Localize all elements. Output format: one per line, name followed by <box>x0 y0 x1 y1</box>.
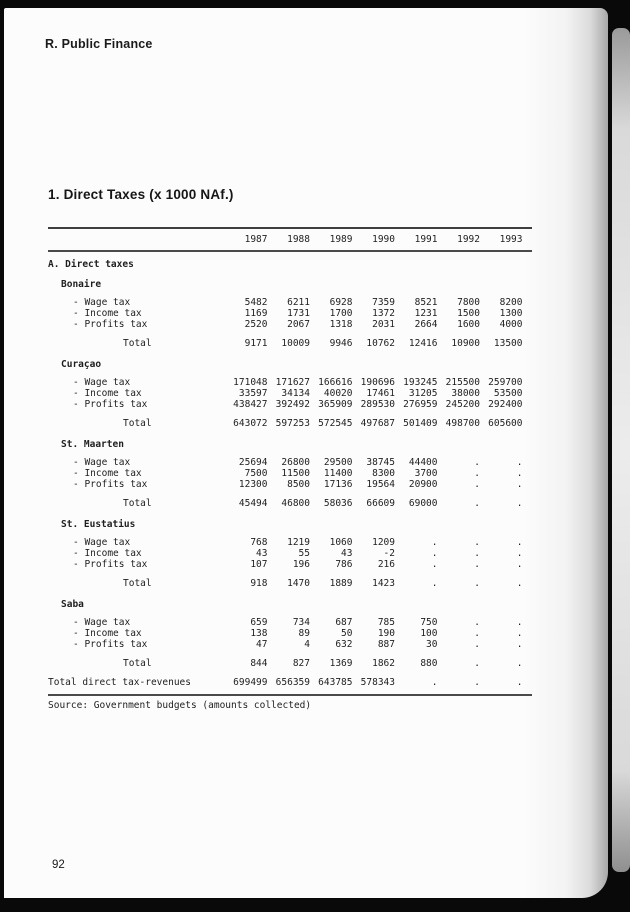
group-rows <box>48 537 532 570</box>
value-cell: 89 <box>298 628 310 639</box>
value-cell: 2067 <box>287 319 310 330</box>
year-header-row <box>48 234 532 245</box>
year-header-cell: 1990 <box>372 234 395 245</box>
value-cell: 1169 <box>244 308 268 319</box>
value-cell: 33597 <box>238 388 268 399</box>
value-cell: 4000 <box>499 319 523 330</box>
value-cell: . <box>516 578 523 589</box>
row-label: - Income tax <box>73 308 142 319</box>
value-cell: 43 <box>341 548 353 559</box>
group-rows <box>48 457 532 490</box>
value-cell: . <box>516 628 523 639</box>
table-row <box>48 297 532 308</box>
year-header-cell: 1993 <box>499 234 523 245</box>
row-label: - Profits tax <box>73 639 148 650</box>
table-row <box>48 639 532 650</box>
value-cell: 17136 <box>323 479 353 490</box>
table-row <box>48 399 532 410</box>
value-cell: 501409 <box>403 418 438 429</box>
table-row <box>48 628 532 639</box>
value-cell: 1300 <box>499 308 523 319</box>
group-name: St. Eustatius <box>61 519 136 530</box>
value-cell: 216 <box>377 559 395 570</box>
group-rows <box>48 377 532 410</box>
value-cell: 1862 <box>372 658 395 669</box>
value-cell: 107 <box>250 559 268 570</box>
value-cell: . <box>474 468 480 479</box>
group-name: Saba <box>61 599 84 610</box>
value-cell: 9171 <box>244 338 268 349</box>
value-cell: 887 <box>377 639 395 650</box>
value-cell: 171627 <box>275 377 310 388</box>
year-header-cell: 1991 <box>414 234 438 245</box>
value-cell: 1731 <box>287 308 310 319</box>
row-label: - Income tax <box>73 388 142 399</box>
value-cell: 572545 <box>318 418 353 429</box>
value-cell: 365909 <box>318 399 353 410</box>
year-header-cell: 1987 <box>244 234 268 245</box>
total-label: Total <box>123 498 152 509</box>
value-cell: 844 <box>250 658 268 669</box>
value-cell: 19564 <box>366 479 395 490</box>
value-cell: 193245 <box>403 377 438 388</box>
value-cell: 20900 <box>408 479 438 490</box>
value-cell: 171048 <box>233 377 268 388</box>
value-cell: 190696 <box>360 377 395 388</box>
value-cell: 1369 <box>329 658 353 669</box>
value-cell: 4 <box>304 639 310 650</box>
value-cell: 30 <box>426 639 438 650</box>
value-cell: . <box>474 457 480 468</box>
table-row <box>48 479 532 490</box>
row-label: - Income tax <box>73 548 142 559</box>
value-cell: 53500 <box>493 388 523 399</box>
value-cell: 2664 <box>414 319 438 330</box>
value-cell: 5482 <box>244 297 268 308</box>
value-cell: 1060 <box>329 537 353 548</box>
table-row <box>48 537 532 548</box>
value-cell: 1209 <box>372 537 395 548</box>
value-cell: 12300 <box>238 479 268 490</box>
value-cell: 1219 <box>287 537 310 548</box>
row-label: - Profits tax <box>73 319 148 330</box>
value-cell: 276959 <box>403 399 438 410</box>
value-cell: 25694 <box>238 457 268 468</box>
value-cell: . <box>431 537 438 548</box>
chapter-header: R. Public Finance <box>45 37 153 51</box>
value-cell: 10009 <box>281 338 310 349</box>
value-cell: 259700 <box>488 377 523 388</box>
table-row <box>48 617 532 628</box>
value-cell: 6211 <box>287 297 310 308</box>
row-label: - Wage tax <box>73 297 131 308</box>
value-cell: 918 <box>250 578 268 589</box>
value-cell: 750 <box>420 617 438 628</box>
value-cell: . <box>474 548 480 559</box>
value-cell: -2 <box>383 548 395 559</box>
value-cell: 26800 <box>281 457 310 468</box>
value-cell: 292400 <box>488 399 523 410</box>
grand-total-label: Total direct tax-revenues <box>48 677 191 688</box>
value-cell: 289530 <box>360 399 395 410</box>
value-cell: 786 <box>335 559 353 570</box>
value-cell: 58036 <box>323 498 353 509</box>
value-cell: 6928 <box>329 297 353 308</box>
group-total-row <box>48 658 532 669</box>
page-number: 92 <box>52 859 65 871</box>
total-label: Total <box>123 418 152 429</box>
value-cell: 8521 <box>414 297 438 308</box>
value-cell: 659 <box>250 617 268 628</box>
value-cell: . <box>516 658 523 669</box>
value-cell: 1372 <box>372 308 395 319</box>
value-cell: . <box>474 498 480 509</box>
value-cell: 497687 <box>360 418 395 429</box>
total-label: Total <box>123 338 152 349</box>
table-rule-bottom <box>48 694 532 696</box>
value-cell: 50 <box>341 628 353 639</box>
row-label: - Profits tax <box>73 559 148 570</box>
value-cell: 31205 <box>408 388 438 399</box>
value-cell: . <box>516 548 523 559</box>
value-cell: 13500 <box>493 338 523 349</box>
value-cell: . <box>431 559 438 570</box>
row-label: - Wage tax <box>73 617 131 628</box>
value-cell: 605600 <box>488 418 523 429</box>
value-cell: . <box>516 537 523 548</box>
table-row <box>48 457 532 468</box>
group-name: Bonaire <box>61 279 102 290</box>
value-cell: 43 <box>256 548 268 559</box>
value-cell: 40020 <box>323 388 353 399</box>
value-cell: 578343 <box>360 677 395 688</box>
table-row <box>48 377 532 388</box>
year-header-cell: 1992 <box>457 234 480 245</box>
value-cell: 880 <box>420 658 438 669</box>
row-label: - Profits tax <box>73 479 148 490</box>
value-cell: 734 <box>292 617 310 628</box>
value-cell: 9946 <box>329 338 353 349</box>
value-cell: 11500 <box>281 468 310 479</box>
value-cell: 10762 <box>366 338 395 349</box>
value-cell: 190 <box>377 628 395 639</box>
value-cell: 1500 <box>457 308 480 319</box>
value-cell: 166616 <box>318 377 353 388</box>
table-row <box>48 559 532 570</box>
value-cell: 7800 <box>457 297 480 308</box>
group-total-row <box>48 418 532 429</box>
value-cell: 1600 <box>457 319 480 330</box>
page-title: 1. Direct Taxes (x 1000 NAf.) <box>48 187 234 202</box>
value-cell: . <box>474 677 480 688</box>
value-cell: . <box>516 479 523 490</box>
value-cell: 643072 <box>233 418 268 429</box>
row-label: - Wage tax <box>73 537 131 548</box>
value-cell: . <box>474 559 480 570</box>
value-cell: 7359 <box>372 297 395 308</box>
value-cell: . <box>431 548 438 559</box>
value-cell: 17461 <box>366 388 395 399</box>
value-cell: . <box>516 498 523 509</box>
direct-taxes-table <box>48 227 532 696</box>
value-cell: 38745 <box>366 457 395 468</box>
value-cell: 643785 <box>318 677 353 688</box>
value-cell: 8200 <box>499 297 523 308</box>
value-cell: 196 <box>292 559 310 570</box>
value-cell: 44400 <box>408 457 438 468</box>
value-cell: . <box>474 578 480 589</box>
document-page <box>4 8 608 898</box>
value-cell: . <box>474 639 480 650</box>
value-cell: 47 <box>256 639 268 650</box>
value-cell: 632 <box>335 639 353 650</box>
year-header-spacer <box>48 234 225 245</box>
value-cell: 45494 <box>238 498 268 509</box>
row-label: - Income tax <box>73 468 142 479</box>
value-cell: 100 <box>420 628 438 639</box>
value-cell: 66609 <box>366 498 395 509</box>
table-row <box>48 388 532 399</box>
table-groups <box>48 279 532 669</box>
value-cell: 215500 <box>445 377 480 388</box>
value-cell: . <box>474 628 480 639</box>
value-cell: 1318 <box>329 319 353 330</box>
value-cell: 438427 <box>233 399 268 410</box>
value-cell: 768 <box>250 537 268 548</box>
value-cell: 687 <box>335 617 353 628</box>
group-name: Curaçao <box>61 359 102 370</box>
table-rule-header <box>48 250 532 252</box>
row-label: - Profits tax <box>73 399 148 410</box>
value-cell: 785 <box>377 617 395 628</box>
group-rows <box>48 617 532 650</box>
value-cell: 46800 <box>281 498 310 509</box>
value-cell: . <box>516 559 523 570</box>
value-cell: 12416 <box>408 338 438 349</box>
total-label: Total <box>123 578 152 589</box>
value-cell: 498700 <box>445 418 480 429</box>
value-cell: 1423 <box>372 578 395 589</box>
table-row <box>48 468 532 479</box>
year-header-cell: 1989 <box>329 234 353 245</box>
value-cell: 827 <box>292 658 310 669</box>
value-cell: 69000 <box>408 498 438 509</box>
value-cell: 10900 <box>451 338 480 349</box>
value-cell: 29500 <box>323 457 353 468</box>
group-rows <box>48 297 532 330</box>
value-cell: 699499 <box>233 677 268 688</box>
value-cell: 1700 <box>329 308 353 319</box>
value-cell: . <box>516 457 523 468</box>
value-cell: . <box>516 617 523 628</box>
year-header-cell: 1988 <box>287 234 310 245</box>
table-row <box>48 308 532 319</box>
value-cell: 3700 <box>414 468 438 479</box>
table-row <box>48 319 532 330</box>
value-cell: 2520 <box>244 319 268 330</box>
value-cell: . <box>474 617 480 628</box>
value-cell: . <box>474 479 480 490</box>
value-cell: . <box>431 677 438 688</box>
row-label: - Wage tax <box>73 457 131 468</box>
value-cell: 11400 <box>323 468 353 479</box>
value-cell: 138 <box>250 628 268 639</box>
row-label: - Wage tax <box>73 377 131 388</box>
group-total-row <box>48 578 532 589</box>
value-cell: 34134 <box>281 388 310 399</box>
value-cell: . <box>474 537 480 548</box>
table-rule-top <box>48 227 532 229</box>
group-total-row <box>48 498 532 509</box>
group-total-row <box>48 338 532 349</box>
value-cell: 38000 <box>451 388 480 399</box>
value-cell: . <box>474 658 480 669</box>
value-cell: . <box>516 468 523 479</box>
value-cell: 597253 <box>275 418 310 429</box>
value-cell: 8300 <box>372 468 395 479</box>
value-cell: 1231 <box>414 308 438 319</box>
value-cell: 656359 <box>275 677 310 688</box>
total-label: Total <box>123 658 152 669</box>
source-note: Source: Government budgets (amounts collected) <box>48 700 312 711</box>
value-cell: 1470 <box>287 578 310 589</box>
value-cell: . <box>431 578 438 589</box>
section-label: A. Direct taxes <box>48 259 134 270</box>
value-cell: 8500 <box>287 479 310 490</box>
row-label: - Income tax <box>73 628 142 639</box>
value-cell: 1889 <box>329 578 353 589</box>
value-cell: . <box>516 677 523 688</box>
adjacent-page-edge <box>612 28 630 872</box>
value-cell: 2031 <box>372 319 395 330</box>
grand-total-row <box>48 677 532 688</box>
value-cell: 55 <box>298 548 310 559</box>
value-cell: 7500 <box>244 468 268 479</box>
value-cell: 392492 <box>275 399 310 410</box>
table-row <box>48 548 532 559</box>
group-name: St. Maarten <box>61 439 124 450</box>
value-cell: 245200 <box>445 399 480 410</box>
value-cell: . <box>516 639 523 650</box>
